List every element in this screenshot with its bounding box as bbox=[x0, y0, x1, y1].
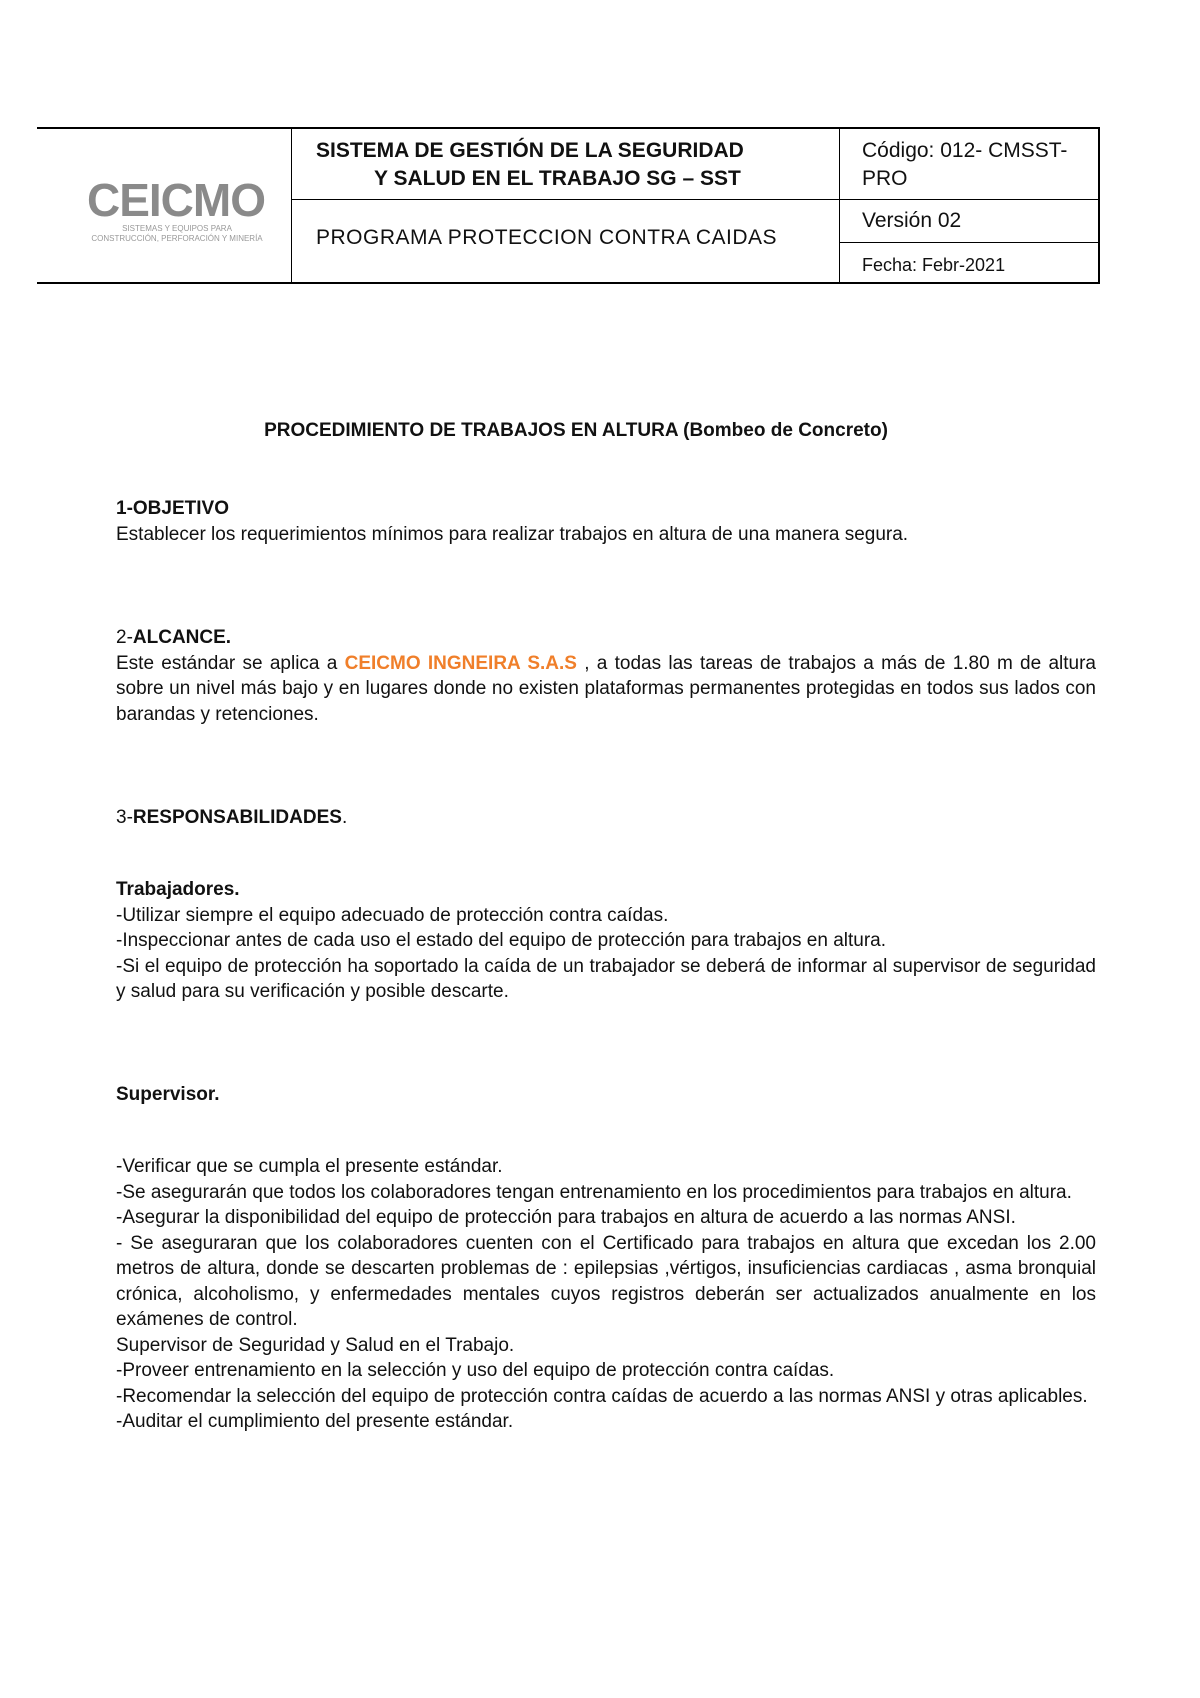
document-header bbox=[37, 127, 1100, 284]
program-cell bbox=[292, 200, 840, 284]
supervisor-item: -Se asegurarán que todos los colaboradores tengan entrenamiento en los procedimientos para trabajos en altura. bbox=[116, 1181, 1072, 1203]
supervisor-item: -Verificar que se cumpla el presente estándar. bbox=[116, 1156, 503, 1177]
document-date: Fecha: Febr-2021 bbox=[862, 255, 1006, 275]
section-responsabilidades bbox=[116, 805, 1096, 831]
system-title-line-1: SISTEMA DE GESTIÓN DE LA SEGURIDAD bbox=[316, 139, 744, 162]
document-title: PROCEDIMIENTO DE TRABAJOS EN ALTURA (Bombeo de Concreto) bbox=[264, 420, 888, 441]
system-title-cell bbox=[292, 129, 840, 200]
version-cell bbox=[840, 200, 1100, 243]
date-cell bbox=[840, 243, 1100, 284]
section-supervisor-heading bbox=[116, 1082, 1096, 1108]
supervisor-item: -Proveer entrenamiento en la selección y uso del equipo de protección contra caídas. bbox=[116, 1360, 835, 1381]
supervisor-item: -Asegurar la disponibilidad del equipo de protección para trabajos en altura de acuerdo a las normas ANSI. bbox=[116, 1207, 1016, 1228]
code-cell bbox=[840, 129, 1100, 200]
logo-wordmark: CEICMO bbox=[87, 174, 265, 226]
section-objetivo bbox=[116, 496, 1096, 547]
alcance-text-after: , a todas las tareas de trabajos a más de 1.80 m de altura sobre un nivel más bajo y en lugares donde no existen plataformas permanentes protegidas en todos sus lados con barandas y retenciones. bbox=[116, 652, 1096, 725]
responsabilidades-suffix: . bbox=[341, 807, 348, 828]
document-version: Versión 02 bbox=[862, 209, 962, 232]
company-name: CEICMO INGNEIRA S.A.S bbox=[344, 652, 577, 674]
section-trabajadores bbox=[116, 877, 1096, 1005]
trabajadores-item: -Utilizar siempre el equipo adecuado de protección contra caídas. bbox=[116, 904, 669, 926]
objetivo-number: 1- bbox=[116, 498, 133, 519]
alcance-heading: ALCANCE. bbox=[132, 627, 232, 648]
objetivo-text: Establecer los requerimientos mínimos para realizar trabajos en altura de una manera segura. bbox=[116, 523, 909, 545]
supervisor-item: - Se aseguraran que los colaboradores cuenten con el Certificado para trabajos en altura que excedan los 2.00 metros de altura, donde se descarten problemas de : epilepsias ,vértigos, insuficiencias cardiacas , asma bronquial crónica, alcoholismo, y enfermedades mentales cuyos registros deberán ser actualizados anualmente en los exámenes de control. bbox=[116, 1232, 1096, 1330]
logo-tagline-2: CONSTRUCCIÓN, PERFORACIÓN Y MINERÍA bbox=[91, 234, 263, 243]
responsabilidades-number: 3- bbox=[116, 807, 133, 828]
supervisor-item: Supervisor de Seguridad y Salud en el Trabajo. bbox=[116, 1334, 515, 1356]
supervisor-item: -Auditar el cumplimiento del presente estándar. bbox=[116, 1411, 514, 1432]
section-supervisor bbox=[116, 1154, 1096, 1435]
trabajadores-item: -Si el equipo de protección ha soportado la caída de un trabajador se deberá de informar al supervisor de seguridad y salud para su verificación y posible descarte. bbox=[116, 955, 1096, 1002]
company-logo bbox=[87, 174, 267, 244]
system-title-line-2: Y SALUD EN EL TRABAJO SG – SST bbox=[374, 167, 741, 190]
supervisor-item: -Recomendar la selección del equipo de protección contra caídas de acuerdo a las normas ANSI y otras aplicables. bbox=[116, 1385, 1088, 1407]
alcance-text bbox=[116, 651, 1096, 728]
alcance-number: 2- bbox=[116, 627, 133, 648]
program-name: PROGRAMA PROTECCION CONTRA CAIDAS bbox=[316, 226, 778, 249]
trabajadores-heading: Trabajadores. bbox=[116, 879, 240, 900]
supervisor-heading: Supervisor. bbox=[116, 1084, 220, 1105]
document-code: Código: 012- CMSST- PRO bbox=[862, 139, 1068, 190]
logo-cell bbox=[37, 129, 292, 284]
objetivo-heading: OBJETIVO bbox=[132, 498, 229, 519]
trabajadores-item: -Inspeccionar antes de cada uso el estado del equipo de protección para trabajos en altura. bbox=[116, 930, 887, 951]
logo-tagline bbox=[87, 224, 267, 244]
system-title bbox=[316, 137, 816, 193]
section-alcance bbox=[116, 625, 1096, 727]
alcance-text-before: Este estándar se aplica a bbox=[116, 652, 345, 674]
logo-tagline-1: SISTEMAS Y EQUIPOS PARA bbox=[122, 224, 232, 233]
responsabilidades-heading: RESPONSABILIDADES bbox=[132, 807, 342, 828]
